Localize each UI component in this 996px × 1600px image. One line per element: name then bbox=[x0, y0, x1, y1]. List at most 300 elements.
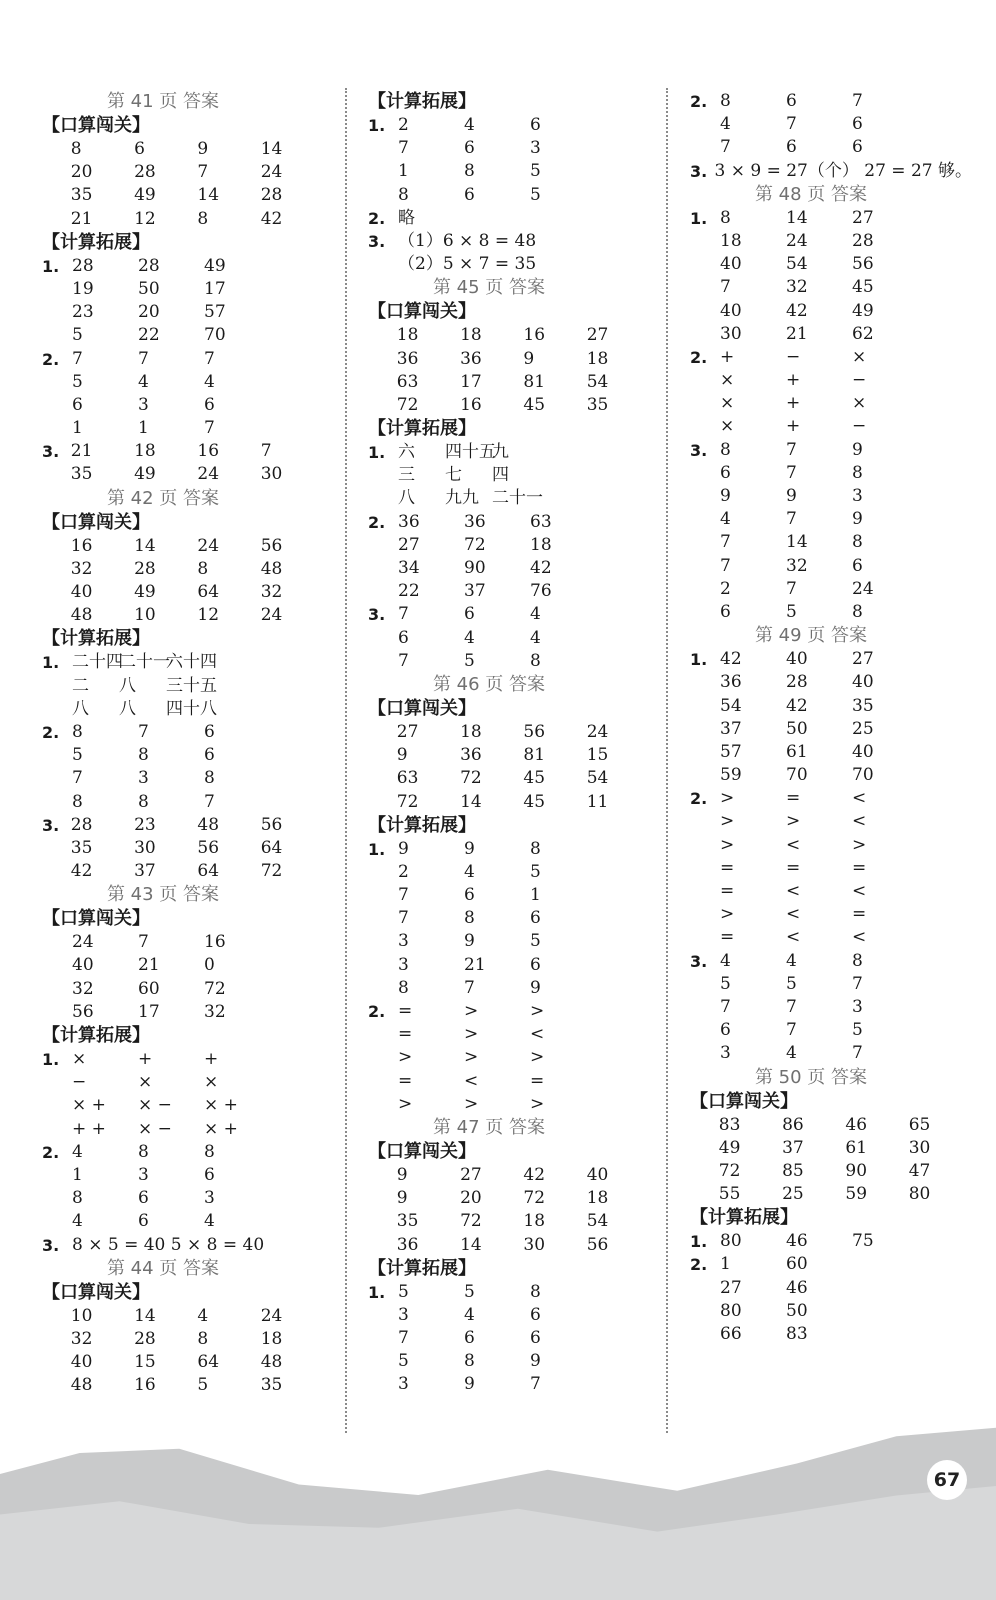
answer-cell: 28 bbox=[260, 185, 283, 206]
answer-cell: 1 bbox=[138, 418, 149, 439]
question-number: 2. bbox=[690, 347, 708, 367]
answer-cell: 86 bbox=[782, 1114, 804, 1135]
answer-cell: 37 bbox=[782, 1137, 804, 1158]
answer-cell: 7 bbox=[786, 578, 797, 599]
answer-cell: > bbox=[464, 1047, 479, 1068]
answer-cell: 八 bbox=[119, 675, 136, 696]
answer-cell: 6 bbox=[204, 394, 215, 415]
answer-cell: 16 bbox=[523, 325, 546, 346]
answer-cell: 9 bbox=[530, 977, 541, 998]
answer-cell: 7 bbox=[138, 721, 149, 742]
answer-cell: 32 bbox=[786, 555, 808, 576]
answer-cell: 9 bbox=[398, 838, 409, 859]
answer-cell: × bbox=[720, 393, 735, 414]
answer-cell: 21 bbox=[138, 955, 160, 976]
answer-cell: 80 bbox=[908, 1184, 931, 1205]
answer-cell: 6 bbox=[204, 721, 215, 742]
answer-cell: 5 bbox=[464, 1281, 475, 1302]
answer-row bbox=[690, 323, 972, 346]
answer-cell: 56 bbox=[72, 1001, 94, 1022]
answer-cell: 6 bbox=[464, 604, 475, 625]
question-number bbox=[690, 555, 720, 578]
answer-row bbox=[42, 954, 324, 977]
answer-cell: 6 bbox=[720, 462, 731, 483]
answer-row bbox=[368, 557, 650, 580]
question-number bbox=[368, 930, 398, 953]
question-number bbox=[42, 138, 71, 161]
answer-row bbox=[368, 838, 650, 861]
question-number bbox=[368, 348, 397, 371]
answer-text: 3 × 9 = 27（个） 27 = 27 够。 bbox=[714, 160, 972, 181]
answer-cell: 14 bbox=[460, 791, 482, 812]
answer-cell: 8 bbox=[138, 791, 149, 812]
answer-cell: 28 bbox=[134, 558, 156, 579]
answer-row bbox=[42, 1305, 324, 1328]
page-answer-title: 第 48 页 答案 bbox=[754, 183, 868, 205]
answer-row bbox=[42, 1001, 324, 1024]
answer-cell: 18 bbox=[530, 534, 552, 555]
answer-cell: 72 bbox=[464, 534, 486, 555]
answer-cell: 4 bbox=[464, 115, 475, 135]
answer-cell: 9 bbox=[464, 931, 475, 952]
answer-cell: 2 bbox=[398, 861, 409, 882]
answer-cell: + + bbox=[72, 1118, 106, 1139]
section-label: 【计算拓展】 bbox=[42, 628, 150, 650]
answer-cell: 27 bbox=[396, 721, 419, 742]
question-number bbox=[690, 462, 720, 485]
answer-cell: 49 bbox=[134, 582, 156, 602]
answer-row bbox=[690, 136, 972, 159]
answer-cell: 7 bbox=[786, 462, 797, 483]
question-number: 1. bbox=[42, 653, 60, 673]
answer-row bbox=[368, 1070, 650, 1093]
answer-row bbox=[690, 1160, 972, 1183]
answer-cell: 6 bbox=[464, 138, 475, 159]
question-number bbox=[368, 557, 398, 580]
answer-row bbox=[368, 184, 650, 207]
answer-cell: 7 bbox=[204, 791, 215, 812]
answer-cell: > bbox=[720, 904, 735, 925]
answer-cell: 20 bbox=[70, 162, 93, 183]
answer-cell: > bbox=[464, 1093, 479, 1114]
answer-cell: 83 bbox=[718, 1114, 741, 1135]
answer-cell: 7 bbox=[72, 348, 83, 369]
answer-cell: 5 bbox=[72, 325, 83, 346]
answer-cell: 70 bbox=[786, 765, 808, 786]
answer-cell: 八 bbox=[72, 698, 89, 719]
answer-cell: 32 bbox=[70, 558, 93, 579]
question-number bbox=[42, 837, 71, 860]
answer-row bbox=[690, 300, 972, 323]
answer-cell: × bbox=[852, 346, 867, 367]
question-number bbox=[690, 903, 720, 926]
answer-row bbox=[368, 954, 650, 977]
question-number bbox=[368, 160, 398, 183]
answer-cell: 八 bbox=[119, 698, 136, 719]
question-number bbox=[368, 861, 398, 884]
answer-cell: 5 bbox=[530, 161, 541, 182]
answer-cell: 9 bbox=[852, 439, 863, 460]
answer-cell: 15 bbox=[586, 745, 609, 766]
answer-cell: > bbox=[720, 834, 735, 855]
answer-cell: 六 bbox=[398, 442, 415, 463]
answer-cell: 20 bbox=[138, 302, 160, 323]
answer-cell: 49 bbox=[852, 300, 874, 321]
section-label: 【计算拓展】 bbox=[368, 418, 476, 440]
answer-row bbox=[690, 578, 972, 601]
answer-cell: 8 bbox=[464, 161, 475, 182]
question-number bbox=[42, 184, 71, 207]
answer-cell: 24 bbox=[786, 230, 808, 251]
answer-cell: 37 bbox=[720, 718, 742, 739]
answer-cell: 9 bbox=[786, 486, 797, 506]
answer-cell: 42 bbox=[786, 300, 808, 321]
page-number: 67 bbox=[927, 1460, 967, 1500]
answer-cell: 72 bbox=[460, 768, 482, 789]
answer-cell: 4 bbox=[464, 627, 475, 648]
answer-cell: 三 bbox=[398, 465, 415, 486]
question-number bbox=[690, 1300, 720, 1323]
answer-cell: 37 bbox=[134, 861, 156, 882]
answer-cell: 20 bbox=[460, 1188, 482, 1209]
answer-cell: 8 bbox=[530, 1281, 541, 1302]
answer-cell: 28 bbox=[70, 814, 93, 835]
answer-cell: − bbox=[72, 1072, 87, 1093]
answer-cell: 1 bbox=[72, 1164, 83, 1185]
answer-cell: 8 bbox=[464, 908, 475, 929]
question-number bbox=[368, 580, 398, 603]
answer-cell: > bbox=[786, 811, 801, 832]
answer-cell: × − bbox=[138, 1095, 172, 1116]
question-number bbox=[42, 767, 72, 790]
answer-row bbox=[42, 440, 324, 463]
answer-cell: 57 bbox=[204, 302, 226, 323]
answer-cell: 90 bbox=[464, 558, 486, 578]
answer-cell: > bbox=[720, 788, 735, 809]
answer-row bbox=[368, 1187, 650, 1210]
question-number bbox=[690, 1160, 719, 1183]
question-number bbox=[690, 323, 720, 346]
answer-cell: 40 bbox=[852, 672, 874, 693]
answer-cell: 5 bbox=[398, 1281, 409, 1302]
answer-cell: 54 bbox=[786, 254, 808, 275]
question-number bbox=[42, 161, 71, 184]
question-number bbox=[368, 954, 398, 977]
answer-cell: 32 bbox=[260, 582, 283, 602]
section-label: 【计算拓展】 bbox=[42, 231, 150, 253]
answer-cell: × bbox=[720, 370, 735, 391]
answer-cell: 8 bbox=[398, 977, 409, 998]
answer-row bbox=[42, 814, 324, 837]
question-number bbox=[690, 671, 720, 694]
answer-cell: 28 bbox=[72, 255, 94, 276]
answer-cell: 75 bbox=[852, 1231, 874, 1252]
answer-cell: 9 bbox=[396, 1164, 408, 1185]
answer-cell: 5 bbox=[72, 371, 83, 392]
answer-row bbox=[368, 1304, 650, 1327]
question-number bbox=[690, 973, 720, 996]
answer-cell: 14 bbox=[134, 535, 156, 556]
question-number: 2. bbox=[368, 208, 386, 228]
answer-cell: × − bbox=[138, 1118, 172, 1139]
answer-row bbox=[690, 253, 972, 276]
answer-row bbox=[690, 1042, 972, 1065]
answer-row bbox=[42, 301, 324, 324]
answer-cell: 17 bbox=[204, 278, 226, 299]
answer-cell: 24 bbox=[72, 932, 94, 953]
answer-cell: 5 bbox=[852, 1020, 863, 1041]
answer-row bbox=[690, 369, 972, 392]
question-number bbox=[42, 978, 72, 1001]
question-number bbox=[368, 534, 398, 557]
answer-cell: 40 bbox=[72, 955, 94, 976]
answer-row bbox=[42, 1048, 324, 1071]
answer-row bbox=[690, 718, 972, 741]
answer-cell: 7 bbox=[398, 908, 409, 929]
answer-row bbox=[368, 721, 650, 744]
answer-row bbox=[42, 1374, 324, 1397]
answer-cell: = bbox=[852, 904, 867, 925]
answer-cell: 56 bbox=[523, 721, 546, 742]
answer-cell: < bbox=[852, 811, 867, 832]
question-number: 3. bbox=[690, 161, 708, 181]
answer-cell: 8 bbox=[197, 558, 209, 579]
answer-row bbox=[368, 650, 650, 673]
question-number: 1. bbox=[368, 1282, 386, 1302]
answer-cell: 42 bbox=[530, 558, 552, 578]
answer-row bbox=[690, 1183, 972, 1206]
answer-cell: 17 bbox=[138, 1001, 160, 1022]
answer-row bbox=[368, 1093, 650, 1116]
answer-row bbox=[368, 627, 650, 650]
question-number bbox=[42, 208, 71, 231]
answer-cell: 6 bbox=[852, 137, 863, 158]
answer-cell: 4 bbox=[530, 627, 541, 648]
answer-cell: 8 bbox=[72, 721, 83, 742]
section-label: 【口算闯关】 bbox=[42, 511, 150, 533]
answer-cell: 5 bbox=[398, 1351, 409, 1372]
answer-cell: 5 bbox=[197, 1375, 209, 1396]
answer-row bbox=[42, 1118, 324, 1141]
answer-cell: = bbox=[720, 857, 735, 878]
answer-row bbox=[368, 1023, 650, 1046]
answer-row bbox=[368, 348, 650, 371]
answer-cell: − bbox=[852, 370, 867, 391]
answer-cell: 40 bbox=[70, 1352, 93, 1373]
answer-cell: 3 bbox=[138, 1164, 149, 1185]
answer-cell: 27 bbox=[586, 325, 609, 346]
answer-cell: 32 bbox=[70, 1328, 93, 1349]
answer-row bbox=[690, 113, 972, 136]
answer-cell: 1 bbox=[530, 885, 541, 906]
answer-cell: 32 bbox=[72, 978, 94, 999]
answer-cell: 7 bbox=[138, 348, 149, 369]
answer-cell: 1 bbox=[398, 161, 409, 182]
answer-cell: 28 bbox=[134, 1328, 156, 1349]
answer-cell: 49 bbox=[134, 464, 156, 485]
answer-cell: 7 bbox=[852, 91, 863, 111]
answer-cell: 8 bbox=[720, 207, 731, 228]
answer-cell: 81 bbox=[523, 745, 546, 766]
answer-row bbox=[42, 931, 324, 954]
answer-cell: < bbox=[786, 834, 801, 855]
answer-cell: 8 bbox=[204, 768, 215, 789]
answer-cell: 7 bbox=[786, 114, 797, 135]
answer-row bbox=[42, 161, 324, 184]
question-number bbox=[42, 860, 71, 883]
question-number bbox=[368, 907, 398, 930]
answer-cell: = bbox=[720, 881, 735, 901]
answer-cell: 6 bbox=[530, 1328, 541, 1349]
answer-cell: 18 bbox=[523, 1211, 546, 1232]
answer-cell: 17 bbox=[460, 371, 482, 392]
question-number bbox=[368, 627, 398, 650]
answer-cell: 22 bbox=[138, 325, 160, 346]
question-number bbox=[42, 604, 71, 627]
question-number: 2. bbox=[690, 789, 708, 809]
answer-cell: = bbox=[786, 857, 801, 878]
answer-row bbox=[690, 834, 972, 857]
answer-cell: 9 bbox=[464, 1374, 475, 1395]
answer-cell: 18 bbox=[460, 325, 482, 346]
page-answer-title: 第 44 页 答案 bbox=[106, 1257, 220, 1279]
answer-cell: 7 bbox=[204, 348, 215, 369]
question-number bbox=[690, 810, 720, 833]
answer-cell: 9 bbox=[464, 838, 475, 859]
answer-cell: 25 bbox=[852, 718, 874, 739]
answer-text: （1）6 × 8 = 48 bbox=[398, 230, 537, 251]
page-answer-title: 第 43 页 答案 bbox=[106, 884, 220, 906]
question-number bbox=[690, 300, 720, 323]
section-label: 【计算拓展】 bbox=[368, 91, 476, 112]
answer-row bbox=[690, 695, 972, 718]
question-number: 3. bbox=[690, 440, 708, 460]
answer-row bbox=[368, 1000, 650, 1023]
answer-row bbox=[690, 207, 972, 230]
answer-cell: 34 bbox=[398, 558, 420, 578]
answer-row bbox=[690, 392, 972, 415]
answer-cell: 50 bbox=[786, 718, 808, 739]
answer-cell: 62 bbox=[852, 323, 874, 344]
question-number: 3. bbox=[42, 442, 60, 462]
answer-cell: × bbox=[72, 1049, 87, 1069]
answer-cell: 8 bbox=[72, 791, 83, 812]
question-number: 1. bbox=[368, 116, 386, 135]
answer-cell: 9 bbox=[396, 745, 408, 766]
answer-row bbox=[42, 651, 324, 674]
answer-cell: > bbox=[852, 834, 867, 855]
answer-cell: 54 bbox=[586, 1211, 609, 1232]
answer-cell: 42 bbox=[786, 695, 808, 716]
answer-cell: 72 bbox=[260, 861, 283, 882]
question-number bbox=[368, 744, 397, 767]
answer-cell: 54 bbox=[586, 768, 609, 789]
answer-cell: 5 bbox=[464, 650, 475, 671]
answer-cell: 40 bbox=[720, 254, 742, 275]
question-number bbox=[42, 1187, 72, 1210]
answer-cell: 50 bbox=[138, 278, 160, 299]
answer-cell: < bbox=[464, 1070, 479, 1091]
answer-cell: 7 bbox=[720, 996, 731, 1017]
question-number bbox=[42, 417, 72, 440]
answer-row bbox=[42, 535, 324, 558]
answer-row bbox=[690, 276, 972, 299]
answer-cell: 四十八 bbox=[166, 698, 217, 719]
answer-cell: 3 bbox=[204, 1188, 215, 1209]
answer-cell: 15 bbox=[134, 1352, 156, 1373]
answer-cell: > bbox=[464, 1001, 479, 1021]
answer-cell: 7 bbox=[786, 996, 797, 1017]
answer-cell: 24 bbox=[586, 721, 609, 742]
answer-cell: 61 bbox=[845, 1137, 868, 1158]
answer-cell: 36 bbox=[464, 511, 486, 532]
question-number bbox=[42, 744, 72, 767]
question-number bbox=[690, 1277, 720, 1300]
answer-cell: 6 bbox=[204, 1164, 215, 1185]
answer-cell: 7 bbox=[852, 973, 863, 994]
answer-cell: 50 bbox=[786, 1300, 808, 1321]
answer-cell: 7 bbox=[720, 137, 731, 158]
answer-cell: 64 bbox=[260, 837, 283, 858]
question-number: 2. bbox=[690, 92, 708, 111]
answer-cell: > bbox=[464, 1024, 479, 1045]
question-number bbox=[42, 535, 71, 558]
answer-cell: 56 bbox=[586, 1234, 609, 1255]
answer-cell: × + bbox=[204, 1095, 238, 1116]
answer-row bbox=[42, 463, 324, 486]
answer-cell: 8 bbox=[70, 139, 82, 159]
question-number bbox=[368, 767, 397, 790]
answer-cell: 6 bbox=[852, 114, 863, 135]
answer-cell: < bbox=[786, 927, 801, 948]
answer-cell: > bbox=[720, 811, 735, 832]
answer-cell: 10 bbox=[134, 605, 156, 626]
section-label: 【计算拓展】 bbox=[368, 814, 476, 836]
answer-row bbox=[690, 1114, 972, 1137]
question-number bbox=[690, 1042, 720, 1065]
question-number bbox=[368, 1350, 398, 1373]
answer-cell: 3 bbox=[530, 138, 541, 159]
answer-row bbox=[690, 508, 972, 531]
answer-row bbox=[42, 417, 324, 440]
answer-cell: 三十五 bbox=[166, 675, 217, 696]
answer-cell: 46 bbox=[845, 1114, 868, 1135]
question-number bbox=[690, 996, 720, 1019]
answer-row bbox=[690, 485, 972, 508]
answer-row bbox=[690, 415, 972, 438]
question-number bbox=[42, 278, 72, 301]
question-number bbox=[42, 394, 72, 417]
answer-cell: 14 bbox=[260, 139, 283, 159]
answer-cell: 35 bbox=[70, 837, 93, 858]
answer-cell: 72 bbox=[396, 791, 419, 812]
question-number bbox=[368, 1373, 398, 1396]
answer-cell: 18 bbox=[586, 1188, 609, 1209]
answer-row bbox=[42, 744, 324, 767]
answer-cell: 81 bbox=[523, 371, 546, 392]
answer-cell: 21 bbox=[464, 954, 486, 975]
answer-cell: 8 bbox=[720, 91, 731, 111]
answer-column-2 bbox=[368, 90, 650, 1397]
answer-cell: 40 bbox=[786, 649, 808, 670]
answer-cell: = bbox=[786, 788, 801, 809]
answer-cell: 7 bbox=[530, 1374, 541, 1395]
answer-row bbox=[368, 230, 650, 253]
question-number bbox=[42, 581, 71, 604]
answer-row bbox=[368, 160, 650, 183]
answer-cell: 7 bbox=[197, 162, 209, 183]
question-number: 1. bbox=[368, 443, 386, 463]
